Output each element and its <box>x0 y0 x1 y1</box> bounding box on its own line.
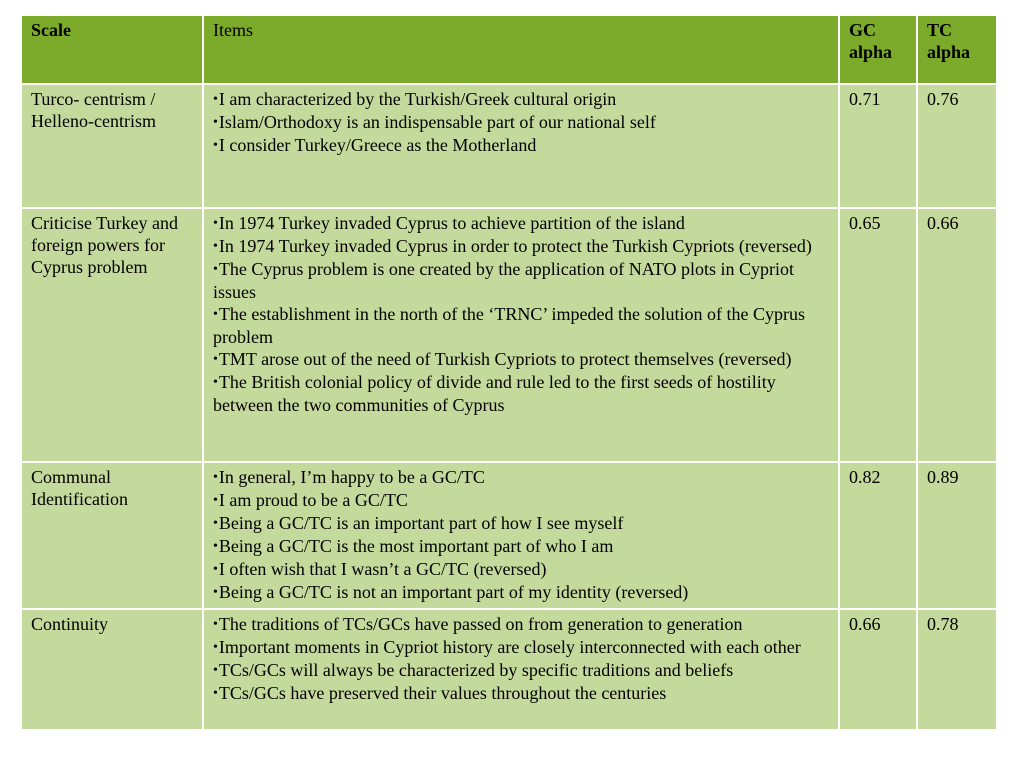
item-text: TMT arose out of the need of Turkish Cypriots to protect themselves (reversed) <box>218 349 792 369</box>
scales-table <box>20 14 998 731</box>
scale-cell: Turco- centrism / Helleno-centrism <box>21 84 203 208</box>
bullet-icon: • <box>213 493 218 508</box>
items-list <box>213 613 829 705</box>
item-text: In 1974 Turkey invaded Cyprus to achieve partition of the island <box>218 213 685 233</box>
gc-alpha-cell: 0.82 <box>839 462 917 609</box>
list-item <box>213 581 829 604</box>
item-text: TCs/GCs have preserved their values throughout the centuries <box>218 683 667 703</box>
header-tc-alpha: TC alpha <box>917 15 997 84</box>
item-text: I consider Turkey/Greece as the Motherland <box>218 135 537 155</box>
item-text: I am proud to be a GC/TC <box>218 490 408 510</box>
gc-alpha-cell: 0.71 <box>839 84 917 208</box>
items-cell <box>203 84 839 208</box>
bullet-icon: • <box>213 617 218 632</box>
gc-alpha-cell: 0.66 <box>839 609 917 730</box>
tc-alpha-cell: 0.78 <box>917 609 997 730</box>
item-text: Important moments in Cypriot history are closely interconnected with each other <box>218 637 801 657</box>
table-row <box>21 609 997 730</box>
item-text: Being a GC/TC is not an important part of my identity (reversed) <box>218 582 689 602</box>
bullet-icon: • <box>213 375 218 390</box>
item-text: I often wish that I wasn’t a GC/TC (reversed) <box>218 559 547 579</box>
bullet-icon: • <box>213 539 218 554</box>
list-item <box>213 111 829 134</box>
header-items: Items <box>203 15 839 84</box>
list-item <box>213 303 829 348</box>
scale-cell: Continuity <box>21 609 203 730</box>
table-row <box>21 208 997 462</box>
table-body <box>21 84 997 730</box>
item-text: I am characterized by the Turkish/Greek cultural origin <box>218 89 617 109</box>
list-item <box>213 659 829 682</box>
bullet-icon: • <box>213 239 218 254</box>
bullet-icon: • <box>213 562 218 577</box>
items-list <box>213 212 829 416</box>
item-text: In 1974 Turkey invaded Cyprus in order to protect the Turkish Cypriots (reversed) <box>218 236 812 256</box>
list-item <box>213 134 829 157</box>
item-text: The establishment in the north of the ‘TRNC’ impeded the solution of the Cyprus problem <box>213 304 805 347</box>
list-item <box>213 235 829 258</box>
list-item <box>213 558 829 581</box>
list-item <box>213 489 829 512</box>
item-text: In general, I’m happy to be a GC/TC <box>218 467 485 487</box>
list-item <box>213 535 829 558</box>
item-text: The traditions of TCs/GCs have passed on from generation to generation <box>218 614 743 634</box>
list-item <box>213 258 829 303</box>
list-item <box>213 88 829 111</box>
item-text: Being a GC/TC is an important part of how I see myself <box>218 513 624 533</box>
bullet-icon: • <box>213 352 218 367</box>
item-text: TCs/GCs will always be characterized by specific traditions and beliefs <box>218 660 734 680</box>
item-text: Islam/Orthodoxy is an indispensable part of our national self <box>218 112 656 132</box>
bullet-icon: • <box>213 516 218 531</box>
bullet-icon: • <box>213 307 218 322</box>
list-item <box>213 348 829 371</box>
items-list <box>213 88 829 157</box>
tc-alpha-cell: 0.66 <box>917 208 997 462</box>
items-list <box>213 466 829 604</box>
item-text: The Cyprus problem is one created by the application of NATO plots in Cypriot issues <box>213 259 794 302</box>
bullet-icon: • <box>213 262 218 277</box>
header-gc-alpha: GC alpha <box>839 15 917 84</box>
bullet-icon: • <box>213 686 218 701</box>
item-text: The British colonial policy of divide and rule led to the first seeds of hostility between the two communities of Cyprus <box>213 372 776 415</box>
list-item <box>213 613 829 636</box>
items-cell <box>203 609 839 730</box>
bullet-icon: • <box>213 138 218 153</box>
table-row <box>21 84 997 208</box>
scale-cell: Criticise Turkey and foreign powers for Cyprus problem <box>21 208 203 462</box>
bullet-icon: • <box>213 640 218 655</box>
bullet-icon: • <box>213 92 218 107</box>
bullet-icon: • <box>213 470 218 485</box>
tc-alpha-cell: 0.76 <box>917 84 997 208</box>
bullet-icon: • <box>213 216 218 231</box>
header-scale: Scale <box>21 15 203 84</box>
items-cell <box>203 208 839 462</box>
list-item <box>213 636 829 659</box>
table-row <box>21 462 997 609</box>
list-item <box>213 371 829 416</box>
tc-alpha-cell: 0.89 <box>917 462 997 609</box>
bullet-icon: • <box>213 585 218 600</box>
bullet-icon: • <box>213 663 218 678</box>
scale-cell: Communal Identification <box>21 462 203 609</box>
list-item <box>213 512 829 535</box>
bullet-icon: • <box>213 115 218 130</box>
item-text: Being a GC/TC is the most important part of who I am <box>218 536 614 556</box>
items-cell <box>203 462 839 609</box>
list-item <box>213 212 829 235</box>
list-item <box>213 682 829 705</box>
list-item <box>213 466 829 489</box>
gc-alpha-cell: 0.65 <box>839 208 917 462</box>
table-header-row <box>21 15 997 84</box>
